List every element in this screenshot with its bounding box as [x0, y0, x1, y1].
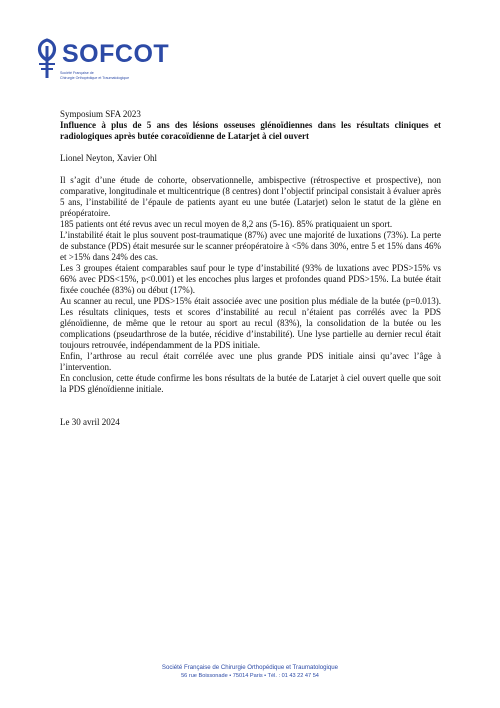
paragraph: Au scanner au recul, une PDS>15% était associée avec une position plus médiale de la butée (p=0.013). Les résultats cliniques, tests et scores d’instabilité au recul n’étaient pas corrélés avec la PDS glénoïdienne, de même que le retour au sport au recul (83%), la consolidation de la butée ou les complications (pseudarthrose de la butée, récidive d’instabilité). Une lyse partielle au dernier recul était toujours retrouvée, indépendamment de la PDS initiale. — [60, 296, 441, 350]
symposium-label: Symposium SFA 2023 — [60, 109, 141, 119]
authors: Lionel Neyton, Xavier Ohl — [60, 153, 157, 163]
paragraph: L’instabilité était le plus souvent post-traumatique (87%) avec une majorité de luxations (73%). La perte de substance (PDS) était mesurée sur le scanner préopératoire à <5% dans 30%, entre 5 et 15% dans 46% et >15% dans 24% des cas. — [60, 230, 441, 262]
footer-org-name: Société Française de Chirurgie Orthopédique et Traumatologique — [161, 664, 339, 671]
document-date: Le 30 avril 2024 — [60, 417, 120, 427]
paragraph: En conclusion, cette étude confirme les bons résultats de la butée de Latarjet à ciel ouvert quelle que soit la PDS glénoïdienne initiale. — [60, 373, 441, 394]
sofcot-logo-icon — [34, 38, 60, 80]
paragraph: Les 3 groupes étaient comparables sauf pour le type d’instabilité (93% de luxations avec PDS>15% vs 66% avec PDS<15%, p<0.001) et les encoches plus larges et profondes quand PDS>15%. La butée était fixée couchée (83%) ou début (17%). — [60, 263, 441, 295]
paragraph: Il s’agit d’une étude de cohorte, observationnelle, ambispective (rétrospective et prospective), non comparative, longitudinale et multicentrique (8 centres) dont l’objectif principal consistait à évaluer après 5 ans, l’instabilité de l’épaule de patients ayant eu une butée (Latarjet) selon le statut de la glène en préopératoire. — [60, 175, 441, 218]
document-title: Influence à plus de 5 ans des lésions osseuses glénoïdiennes dans les résultats cliniques et radiologiques après butée coracoïdienne de Latarjet à ciel ouvert — [60, 120, 441, 141]
brand-name: SOFCOT — [62, 40, 170, 68]
document-body — [60, 109, 441, 428]
paragraph: 185 patients ont été revus avec un recul moyen de 8,2 ans (5-16). 85% pratiquaient un sport. — [60, 219, 393, 229]
paragraph: Enfin, l’arthrose au recul était corrélée avec une plus grande PDS initiale ainsi qu’avec l’âge à l’intervention. — [60, 351, 441, 372]
footer-address: 56 rue Boissonade • 75014 Paris • Tél. : 01 43 22 47 54 — [181, 673, 319, 679]
page-footer — [0, 663, 500, 681]
brand-subtitle: Société Française de Chirurgie Orthopédique et Traumatologique — [60, 71, 130, 80]
